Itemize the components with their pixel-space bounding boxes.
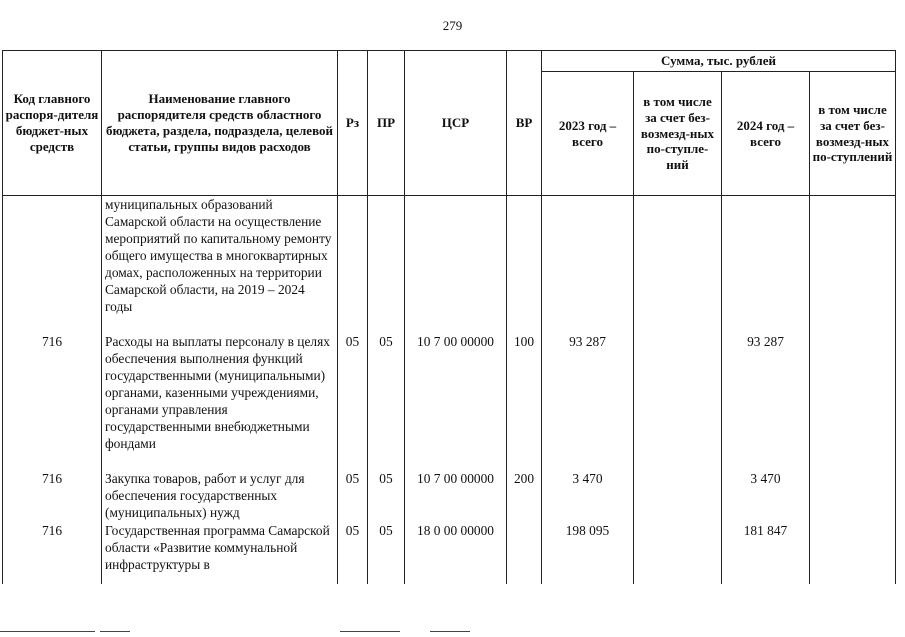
table-row	[3, 522, 896, 584]
table-header	[3, 51, 896, 196]
cell-vr	[507, 196, 542, 333]
header-2024-total: 2024 год – всего	[722, 72, 810, 196]
cell-pr: 05	[368, 333, 405, 470]
cell-name: Закупка товаров, работ и услуг для обеспечения государственных (муниципальных) нужд	[102, 470, 338, 522]
cell-name: Расходы на выплаты персоналу в целях обеспечения выполнения функций государственными (муниципальными) органами, казенными учреждениями, органами управления государственными внебюджетными фондами	[102, 333, 338, 470]
cell-name: Государственная программа Самарской области «Развитие коммунальной инфраструктуры в	[102, 522, 338, 584]
cell-rz: 05	[338, 333, 368, 470]
table-row	[3, 470, 896, 522]
header-vr: ВР	[507, 51, 542, 196]
cell-2023-total: 198 095	[542, 522, 634, 584]
cell-2023-free	[634, 522, 722, 584]
budget-table	[2, 50, 896, 584]
table-row	[3, 333, 896, 470]
cell-2023-total	[542, 196, 634, 333]
cell-2023-free	[634, 196, 722, 333]
cell-code: 716	[3, 470, 102, 522]
cell-2024-total	[722, 196, 810, 333]
page-edge-marks	[0, 631, 905, 633]
cell-csr: 18 0 00 00000	[405, 522, 507, 584]
cell-code: 716	[3, 333, 102, 470]
cell-csr: 10 7 00 00000	[405, 333, 507, 470]
table-body	[3, 196, 896, 584]
table-row	[3, 196, 896, 333]
cell-2024-free	[810, 522, 896, 584]
cell-vr: 200	[507, 470, 542, 522]
cell-pr: 05	[368, 470, 405, 522]
cell-2024-free	[810, 333, 896, 470]
header-csr: ЦСР	[405, 51, 507, 196]
cell-rz: 05	[338, 522, 368, 584]
header-2024-free: в том числе за счет без-возмезд-ных по-ступлений	[810, 72, 896, 196]
header-name: Наименование главного распорядителя средств областного бюджета, раздела, подраздела, целевой статьи, группы видов расходов	[102, 51, 338, 196]
cell-2024-free	[810, 470, 896, 522]
cell-csr: 10 7 00 00000	[405, 470, 507, 522]
cell-code: 716	[3, 522, 102, 584]
cell-vr: 100	[507, 333, 542, 470]
header-2023-total: 2023 год – всего	[542, 72, 634, 196]
cell-vr	[507, 522, 542, 584]
cell-code	[3, 196, 102, 333]
header-pr: ПР	[368, 51, 405, 196]
header-2023-free: в том числе за счет без-возмезд-ных по-ступле-ний	[634, 72, 722, 196]
cell-2024-total: 3 470	[722, 470, 810, 522]
header-sum: Сумма, тыс. рублей	[542, 51, 896, 72]
cell-2024-free	[810, 196, 896, 333]
cell-2023-free	[634, 470, 722, 522]
cell-pr	[368, 196, 405, 333]
cell-2024-total: 181 847	[722, 522, 810, 584]
cell-rz	[338, 196, 368, 333]
cell-2023-total: 3 470	[542, 470, 634, 522]
cell-rz: 05	[338, 470, 368, 522]
cell-2023-total: 93 287	[542, 333, 634, 470]
cell-2023-free	[634, 333, 722, 470]
cell-2024-total: 93 287	[722, 333, 810, 470]
header-rz: Рз	[338, 51, 368, 196]
cell-csr	[405, 196, 507, 333]
header-code: Код главного распоря-дителя бюджет-ных средств	[3, 51, 102, 196]
cell-pr: 05	[368, 522, 405, 584]
cell-name: муниципальных образований Самарской области на осуществление мероприятий по капитальному ремонту общего имущества в многоквартирных домах, расположенных на территории Самарской области, на 2019 – 2024 годы	[102, 196, 338, 333]
page-number: 279	[442, 18, 463, 33]
